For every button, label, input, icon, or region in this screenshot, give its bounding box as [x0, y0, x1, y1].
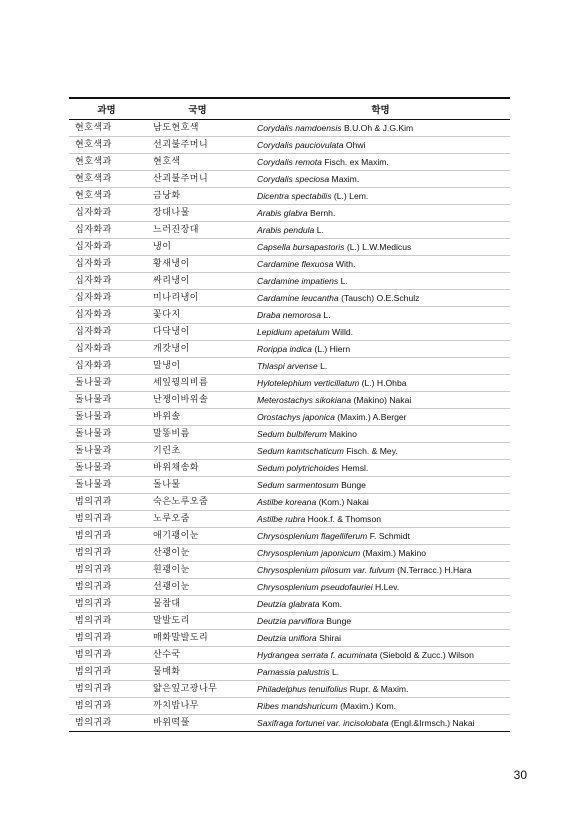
table-row: [69, 187, 510, 204]
species-epithet: arvense: [287, 360, 318, 371]
author-citation: (L.) Hiern: [314, 343, 351, 354]
family-cell: 돌나물과: [69, 425, 144, 442]
genus-name: Astilbe: [257, 496, 283, 507]
family-cell: 현호색과: [69, 119, 144, 136]
scientific-name-cell: [251, 663, 510, 680]
author-citation: Hemsl.: [341, 462, 369, 473]
genus-name: Cardamine: [257, 292, 300, 303]
table-row: [69, 119, 510, 136]
scientific-name-cell: [251, 493, 510, 510]
table-row: [69, 459, 510, 476]
species-epithet: sikokiana: [315, 394, 352, 405]
family-cell: 범의귀과: [69, 544, 144, 561]
species-epithet: apetalum: [294, 326, 330, 337]
genus-name: Dicentra: [257, 190, 289, 201]
korean-name-cell: 물매화: [144, 663, 251, 680]
korean-name-cell: 선괭이눈: [144, 578, 251, 595]
genus-name: Chrysosplenium: [257, 564, 319, 575]
species-epithet: mandshuricum: [281, 700, 338, 711]
author-citation: L.: [320, 360, 328, 371]
genus-name: Deutzia: [257, 632, 287, 643]
table-row: [69, 493, 510, 510]
genus-name: Corydalis: [257, 173, 293, 184]
family-cell: 십자화과: [69, 204, 144, 221]
table-row: [69, 204, 510, 221]
korean-name-cell: 말발도리: [144, 612, 251, 629]
author-citation: (Tausch) O.E.Schulz: [341, 292, 420, 303]
korean-name-cell: 얇은잎고광나무: [144, 680, 251, 697]
korean-name-cell: 황새냉이: [144, 255, 251, 272]
family-cell: 범의귀과: [69, 663, 144, 680]
author-citation: F. Schmidt: [369, 530, 410, 541]
author-citation: (Maxim.) Makino: [362, 547, 427, 558]
scientific-name-cell: [251, 680, 510, 697]
korean-name-cell: 까치밥나무: [144, 697, 251, 714]
species-epithet: tenuifolius: [308, 683, 348, 694]
table-row: [69, 527, 510, 544]
genus-name: Chrysosplenium: [257, 547, 319, 558]
korean-name-cell: 산수국: [144, 646, 251, 663]
genus-name: Cardamine: [257, 258, 300, 269]
author-citation: Hook.f. & Thomson: [307, 513, 382, 524]
author-citation: (Engl.&Irmsch.) Nakai: [390, 717, 475, 728]
author-citation: (Kom.) Nakai: [318, 496, 369, 507]
author-citation: B.U.Oh & J.G.Kim: [343, 122, 414, 133]
genus-name: Orostachys: [257, 411, 301, 422]
scientific-name-cell: [251, 170, 510, 187]
genus-name: Chrysosplenium: [257, 581, 319, 592]
korean-name-cell: 돌나물: [144, 476, 251, 493]
scientific-name-cell: [251, 697, 510, 714]
scientific-name-cell: [251, 476, 510, 493]
family-cell: 범의귀과: [69, 646, 144, 663]
table-row: [69, 306, 510, 323]
korean-name-cell: 미나리냉이: [144, 289, 251, 306]
author-citation: (Makino) Nakai: [353, 394, 412, 405]
family-cell: 범의귀과: [69, 680, 144, 697]
author-citation: L.: [323, 309, 331, 320]
species-epithet: palustris: [297, 666, 330, 677]
page-number: 30: [513, 768, 527, 782]
table-row: [69, 408, 510, 425]
korean-name-cell: 바위떡풀: [144, 714, 251, 731]
genus-name: Meterostachys: [257, 394, 313, 405]
genus-name: Saxifraga: [257, 717, 294, 728]
korean-name-cell: 산괭이눈: [144, 544, 251, 561]
korean-name-cell: 장대나물: [144, 204, 251, 221]
table-row: [69, 510, 510, 527]
table-row: [69, 442, 510, 459]
korean-name-cell: 선괴불주머니: [144, 136, 251, 153]
korean-name-cell: 애기괭이눈: [144, 527, 251, 544]
author-citation: Bernh.: [310, 207, 336, 218]
species-epithet: japonicum: [321, 547, 361, 558]
species-epithet: parviflora: [288, 615, 324, 626]
family-cell: 범의귀과: [69, 527, 144, 544]
species-epithet: bulbiferum: [286, 428, 327, 439]
family-cell: 십자화과: [69, 272, 144, 289]
genus-name: Astilbe: [257, 513, 283, 524]
genus-name: Hydrangea: [257, 649, 300, 660]
genus-name: Cardamine: [257, 275, 300, 286]
species-epithet: pauciovulata: [295, 139, 344, 150]
species-epithet: pilosum var. fulvum: [321, 564, 395, 575]
species-epithet: glabra: [283, 207, 308, 218]
table-row: [69, 612, 510, 629]
scientific-name-cell: [251, 221, 510, 238]
family-cell: 범의귀과: [69, 493, 144, 510]
author-citation: (L.) Lem.: [333, 190, 369, 201]
species-epithet: glabrata: [288, 598, 320, 609]
scientific-name-cell: [251, 629, 510, 646]
species-epithet: pendula: [283, 224, 315, 235]
table-row: [69, 578, 510, 595]
table-row: [69, 153, 510, 170]
korean-name-cell: 산괴불주머니: [144, 170, 251, 187]
korean-name-cell: 세잎꿩의비름: [144, 374, 251, 391]
table-row: [69, 561, 510, 578]
scientific-name-cell: [251, 544, 510, 561]
genus-name: Sedum: [257, 462, 285, 473]
korean-name-cell: 난쟁이바위솔: [144, 391, 251, 408]
author-citation: L.: [332, 666, 340, 677]
species-epithet: pseudofauriei: [321, 581, 373, 592]
table-row: [69, 238, 510, 255]
author-citation: L.: [316, 224, 324, 235]
author-citation: Willd.: [332, 326, 354, 337]
table-row: [69, 629, 510, 646]
family-cell: 범의귀과: [69, 561, 144, 578]
genus-name: Capsella: [257, 241, 291, 252]
table-row: [69, 425, 510, 442]
author-citation: Rupr. & Maxim.: [349, 683, 409, 694]
genus-name: Corydalis: [257, 122, 293, 133]
korean-name-cell: 노루오줌: [144, 510, 251, 527]
table-row: [69, 323, 510, 340]
korean-name-cell: 남도현호색: [144, 119, 251, 136]
korean-name-cell: 기린초: [144, 442, 251, 459]
species-table: [69, 97, 510, 732]
genus-name: Deutzia: [257, 598, 287, 609]
korean-name-cell: 말똥비름: [144, 425, 251, 442]
korean-name-cell: 바위솔: [144, 408, 251, 425]
genus-name: Corydalis: [257, 139, 293, 150]
scientific-name-cell: [251, 136, 510, 153]
author-citation: L.: [340, 275, 348, 286]
genus-name: Thlaspi: [257, 360, 285, 371]
family-cell: 현호색과: [69, 170, 144, 187]
scientific-name-cell: [251, 714, 510, 731]
author-citation: With.: [335, 258, 356, 269]
genus-name: Hylotelephium: [257, 377, 312, 388]
scientific-name-cell: [251, 510, 510, 527]
author-citation: Makino: [329, 428, 357, 439]
family-cell: 돌나물과: [69, 442, 144, 459]
genus-name: Sedum: [257, 445, 285, 456]
species-epithet: nemorosa: [282, 309, 322, 320]
table-row: [69, 357, 510, 374]
genus-name: Arabis: [257, 224, 282, 235]
table-row: [69, 646, 510, 663]
genus-name: Ribes: [257, 700, 279, 711]
table-row: [69, 289, 510, 306]
family-cell: 범의귀과: [69, 595, 144, 612]
korean-name-cell: 싸리냉이: [144, 272, 251, 289]
table-row: [69, 391, 510, 408]
author-citation: H.Lev.: [375, 581, 400, 592]
header-family: 과명: [69, 98, 144, 119]
family-cell: 십자화과: [69, 357, 144, 374]
author-citation: (L.) L.W.Medicus: [346, 241, 412, 252]
species-epithet: fortunei var. incisolobata: [295, 717, 389, 728]
family-cell: 십자화과: [69, 340, 144, 357]
species-epithet: leucantha: [301, 292, 339, 303]
species-epithet: sarmentosum: [286, 479, 339, 490]
table-row: [69, 476, 510, 493]
table-row: [69, 170, 510, 187]
species-epithet: polytrichoides: [286, 462, 340, 473]
species-epithet: bursapastoris: [292, 241, 345, 252]
author-citation: Bunge: [341, 479, 366, 490]
species-epithet: serrata f. acuminata: [301, 649, 378, 660]
family-cell: 현호색과: [69, 153, 144, 170]
family-cell: 범의귀과: [69, 578, 144, 595]
scientific-name-cell: [251, 561, 510, 578]
family-cell: 십자화과: [69, 238, 144, 255]
family-cell: 십자화과: [69, 289, 144, 306]
scientific-name-cell: [251, 527, 510, 544]
author-citation: Maxim.: [331, 173, 360, 184]
family-cell: 십자화과: [69, 306, 144, 323]
korean-name-cell: 물참대: [144, 595, 251, 612]
scientific-name-cell: [251, 459, 510, 476]
genus-name: Rorippa: [257, 343, 288, 354]
species-epithet: indica: [289, 343, 312, 354]
header-row: [69, 98, 510, 119]
header-scientific-name: 학명: [251, 98, 510, 119]
scientific-name-cell: [251, 408, 510, 425]
table-row: [69, 680, 510, 697]
scientific-name-cell: [251, 391, 510, 408]
species-epithet: japonica: [302, 411, 335, 422]
korean-name-cell: 매화말발도리: [144, 629, 251, 646]
family-cell: 돌나물과: [69, 391, 144, 408]
family-cell: 범의귀과: [69, 612, 144, 629]
scientific-name-cell: [251, 306, 510, 323]
author-citation: (Maxim.) A.Berger: [337, 411, 407, 422]
scientific-name-cell: [251, 425, 510, 442]
korean-name-cell: 느러진장대: [144, 221, 251, 238]
species-epithet: remota: [295, 156, 322, 167]
korean-name-cell: 금낭화: [144, 187, 251, 204]
scientific-name-cell: [251, 595, 510, 612]
scientific-name-cell: [251, 612, 510, 629]
table-row: [69, 595, 510, 612]
scientific-name-cell: [251, 238, 510, 255]
scientific-name-cell: [251, 646, 510, 663]
scientific-name-cell: [251, 442, 510, 459]
species-epithet: speciosa: [295, 173, 330, 184]
table-row: [69, 272, 510, 289]
species-epithet: spectabilis: [291, 190, 332, 201]
species-epithet: flexuosa: [301, 258, 334, 269]
genus-name: Arabis: [257, 207, 282, 218]
family-cell: 현호색과: [69, 136, 144, 153]
genus-name: Lepidium: [257, 326, 292, 337]
table-header: [69, 98, 510, 119]
author-citation: (L.) H.Ohba: [361, 377, 407, 388]
scientific-name-cell: [251, 255, 510, 272]
korean-name-cell: 바위채송화: [144, 459, 251, 476]
author-citation: (N.Terracc.) H.Hara: [397, 564, 472, 575]
table-body: [69, 119, 510, 731]
species-epithet: verticillatum: [313, 377, 360, 388]
table-row: [69, 374, 510, 391]
korean-name-cell: 흰괭이눈: [144, 561, 251, 578]
scientific-name-cell: [251, 323, 510, 340]
genus-name: Sedum: [257, 428, 285, 439]
korean-name-cell: 꽃다지: [144, 306, 251, 323]
korean-name-cell: 말냉이: [144, 357, 251, 374]
korean-name-cell: 개갓냉이: [144, 340, 251, 357]
table-row: [69, 255, 510, 272]
family-cell: 십자화과: [69, 323, 144, 340]
genus-name: Philadelphus: [257, 683, 307, 694]
species-epithet: namdoensis: [295, 122, 342, 133]
author-citation: (Maxim.) Kom.: [340, 700, 396, 711]
author-citation: Fisch. ex Maxim.: [324, 156, 389, 167]
genus-name: Draba: [257, 309, 281, 320]
scientific-name-cell: [251, 204, 510, 221]
korean-name-cell: 다닥냉이: [144, 323, 251, 340]
korean-name-cell: 현호색: [144, 153, 251, 170]
author-citation: Fisch. & Mey.: [346, 445, 398, 456]
scientific-name-cell: [251, 374, 510, 391]
genus-name: Sedum: [257, 479, 285, 490]
species-epithet: uniflora: [288, 632, 317, 643]
family-cell: 범의귀과: [69, 510, 144, 527]
species-epithet: flagelliferum: [321, 530, 368, 541]
family-cell: 범의귀과: [69, 697, 144, 714]
species-epithet: kamtschaticum: [286, 445, 344, 456]
table-row: [69, 714, 510, 731]
genus-name: Deutzia: [257, 615, 287, 626]
scientific-name-cell: [251, 272, 510, 289]
author-citation: Ohwi: [345, 139, 366, 150]
author-citation: Kom.: [321, 598, 343, 609]
family-cell: 현호색과: [69, 187, 144, 204]
header-korean-name: 국명: [144, 98, 251, 119]
author-citation: Bunge: [326, 615, 352, 626]
table-row: [69, 697, 510, 714]
table-row: [69, 663, 510, 680]
family-cell: 돌나물과: [69, 408, 144, 425]
genus-name: Corydalis: [257, 156, 293, 167]
table-row: [69, 544, 510, 561]
korean-name-cell: 냉이: [144, 238, 251, 255]
species-epithet: impatiens: [301, 275, 339, 286]
korean-name-cell: 숙은노루오줌: [144, 493, 251, 510]
scientific-name-cell: [251, 578, 510, 595]
family-cell: 돌나물과: [69, 476, 144, 493]
family-cell: 십자화과: [69, 255, 144, 272]
family-cell: 돌나물과: [69, 459, 144, 476]
family-cell: 돌나물과: [69, 374, 144, 391]
author-citation: (Siebold & Zucc.) Wilson: [379, 649, 474, 660]
species-epithet: rubra: [285, 513, 306, 524]
family-cell: 범의귀과: [69, 714, 144, 731]
table-row: [69, 136, 510, 153]
scientific-name-cell: [251, 153, 510, 170]
scientific-name-cell: [251, 119, 510, 136]
author-citation: Shirai: [319, 632, 342, 643]
family-cell: 범의귀과: [69, 629, 144, 646]
scientific-name-cell: [251, 289, 510, 306]
genus-name: Chrysosplenium: [257, 530, 319, 541]
scientific-name-cell: [251, 357, 510, 374]
scientific-name-cell: [251, 340, 510, 357]
family-cell: 십자화과: [69, 221, 144, 238]
scientific-name-cell: [251, 187, 510, 204]
table-row: [69, 340, 510, 357]
table-row: [69, 221, 510, 238]
genus-name: Parnassia: [257, 666, 296, 677]
species-epithet: koreana: [285, 496, 317, 507]
